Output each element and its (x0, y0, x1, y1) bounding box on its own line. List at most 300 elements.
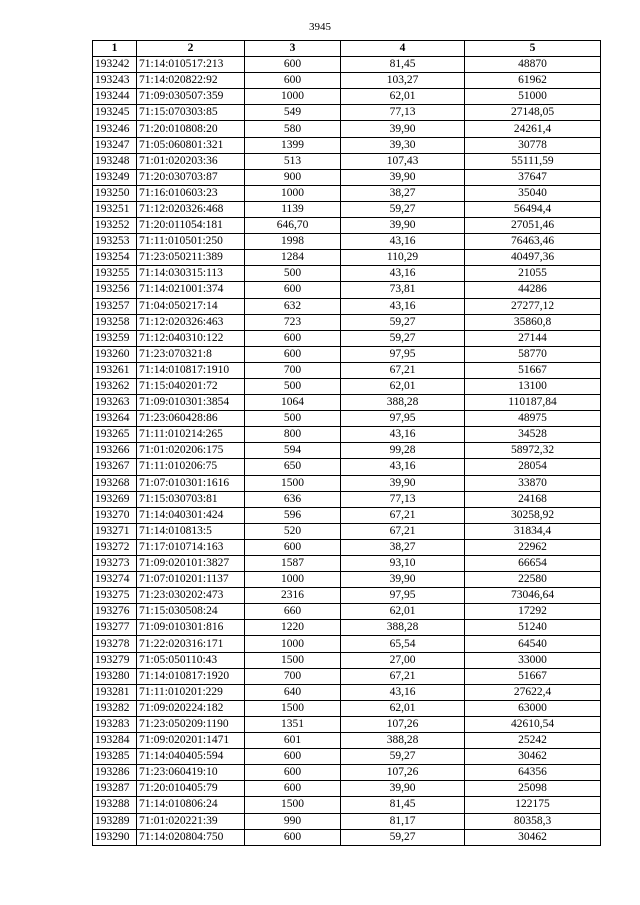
table-cell: 71:23:060419:10 (137, 765, 245, 781)
table-cell: 62,01 (341, 604, 465, 620)
table-cell: 71:20:010808:20 (137, 121, 245, 137)
table-cell: 30778 (465, 137, 601, 153)
table-cell: 723 (245, 314, 341, 330)
table-cell: 71:01:020221:39 (137, 813, 245, 829)
table-cell: 65,54 (341, 636, 465, 652)
table-cell: 71:23:050209:1190 (137, 716, 245, 732)
table-cell: 600 (245, 282, 341, 298)
table-cell: 2316 (245, 588, 341, 604)
table-cell: 76463,46 (465, 234, 601, 250)
table-cell: 500 (245, 378, 341, 394)
table-cell: 24261,4 (465, 121, 601, 137)
table-cell: 594 (245, 443, 341, 459)
table-cell: 39,30 (341, 137, 465, 153)
table-cell: 193245 (93, 105, 137, 121)
table-cell: 59,27 (341, 330, 465, 346)
table-row (93, 121, 601, 137)
table-cell: 640 (245, 684, 341, 700)
table-cell: 193281 (93, 684, 137, 700)
table-cell: 193248 (93, 153, 137, 169)
table-cell: 71:11:010501:250 (137, 234, 245, 250)
header-cell: 4 (341, 41, 465, 57)
table-cell: 388,28 (341, 395, 465, 411)
table-cell: 33870 (465, 475, 601, 491)
table-cell: 39,90 (341, 781, 465, 797)
table-cell: 31834,4 (465, 523, 601, 539)
table-cell: 97,95 (341, 411, 465, 427)
table-cell: 58770 (465, 346, 601, 362)
table-row (93, 73, 601, 89)
header-cell: 3 (245, 41, 341, 57)
table-row (93, 330, 601, 346)
table-cell: 71:20:010405:79 (137, 781, 245, 797)
table-cell: 193290 (93, 829, 137, 845)
page-number: 3945 (309, 21, 331, 33)
table-cell: 35040 (465, 185, 601, 201)
table-cell: 193251 (93, 201, 137, 217)
table-cell: 71:09:020224:182 (137, 700, 245, 716)
table-cell: 193254 (93, 250, 137, 266)
table-cell: 71:14:010813:5 (137, 523, 245, 539)
table-cell: 71:20:030703:87 (137, 169, 245, 185)
table-cell: 193277 (93, 620, 137, 636)
table-cell: 77,13 (341, 105, 465, 121)
table-cell: 30462 (465, 829, 601, 845)
table-cell: 24168 (465, 491, 601, 507)
table-cell: 43,16 (341, 266, 465, 282)
table-cell: 193250 (93, 185, 137, 201)
table-cell: 1351 (245, 716, 341, 732)
table-cell: 71:12:040310:122 (137, 330, 245, 346)
table-cell: 39,90 (341, 475, 465, 491)
table-row (93, 604, 601, 620)
table-cell: 1220 (245, 620, 341, 636)
table-row (93, 749, 601, 765)
header-cell: 2 (137, 41, 245, 57)
table-cell: 27622,4 (465, 684, 601, 700)
table-cell: 107,43 (341, 153, 465, 169)
table-cell: 56494,4 (465, 201, 601, 217)
table-cell: 25242 (465, 733, 601, 749)
table-cell: 27144 (465, 330, 601, 346)
table-cell: 35860,8 (465, 314, 601, 330)
table-cell: 193269 (93, 491, 137, 507)
table-row (93, 523, 601, 539)
table-cell: 40497,36 (465, 250, 601, 266)
table-row (93, 250, 601, 266)
table-row (93, 459, 601, 475)
table-header-row (93, 41, 601, 57)
table-cell: 1064 (245, 395, 341, 411)
table-cell: 193252 (93, 218, 137, 234)
table-row (93, 588, 601, 604)
table-cell: 71:07:010301:1616 (137, 475, 245, 491)
table-cell: 193256 (93, 282, 137, 298)
table-row (93, 282, 601, 298)
table-row (93, 57, 601, 73)
table-cell: 37647 (465, 169, 601, 185)
table-cell: 34528 (465, 427, 601, 443)
table-cell: 73,81 (341, 282, 465, 298)
table-cell: 71:14:010517:213 (137, 57, 245, 73)
table-row (93, 153, 601, 169)
table-cell: 110187,84 (465, 395, 601, 411)
table-row (93, 266, 601, 282)
table-cell: 27148,05 (465, 105, 601, 121)
table-cell: 71:23:060428:86 (137, 411, 245, 427)
table-cell: 500 (245, 411, 341, 427)
table-cell: 107,26 (341, 716, 465, 732)
table-row (93, 507, 601, 523)
table-cell: 632 (245, 298, 341, 314)
table-cell: 62,01 (341, 700, 465, 716)
table-cell: 71:11:010214:265 (137, 427, 245, 443)
table-cell: 71:12:020326:463 (137, 314, 245, 330)
table-cell: 193286 (93, 765, 137, 781)
table-cell: 520 (245, 523, 341, 539)
table-row (93, 572, 601, 588)
table-cell: 51240 (465, 620, 601, 636)
table-row (93, 620, 601, 636)
table-cell: 71:15:030703:81 (137, 491, 245, 507)
table-cell: 81,45 (341, 797, 465, 813)
table-cell: 59,27 (341, 201, 465, 217)
table-cell: 193271 (93, 523, 137, 539)
table-cell: 55111,59 (465, 153, 601, 169)
table-cell: 388,28 (341, 733, 465, 749)
table-cell: 62,01 (341, 89, 465, 105)
table-cell: 600 (245, 749, 341, 765)
table-row (93, 378, 601, 394)
table-row (93, 443, 601, 459)
table-cell: 39,90 (341, 218, 465, 234)
table-body (93, 57, 601, 846)
table-cell: 193270 (93, 507, 137, 523)
table-cell: 193243 (93, 73, 137, 89)
table-cell: 193253 (93, 234, 137, 250)
table-cell: 110,29 (341, 250, 465, 266)
table-cell: 193267 (93, 459, 137, 475)
table-cell: 1000 (245, 572, 341, 588)
table-cell: 71:16:010603:23 (137, 185, 245, 201)
table-row (93, 556, 601, 572)
table-cell: 71:09:010301:3854 (137, 395, 245, 411)
table-cell: 193263 (93, 395, 137, 411)
table-cell: 43,16 (341, 459, 465, 475)
table-cell: 43,16 (341, 427, 465, 443)
table-cell: 193288 (93, 797, 137, 813)
table-cell: 600 (245, 73, 341, 89)
table-cell: 71:23:070321:8 (137, 346, 245, 362)
table-cell: 193247 (93, 137, 137, 153)
table-cell: 71:23:050211:389 (137, 250, 245, 266)
table-cell: 22580 (465, 572, 601, 588)
table-cell: 1587 (245, 556, 341, 572)
table-row (93, 797, 601, 813)
table-row (93, 684, 601, 700)
table-cell: 388,28 (341, 620, 465, 636)
table-cell: 600 (245, 781, 341, 797)
table-cell: 39,90 (341, 572, 465, 588)
table-cell: 71:01:020206:175 (137, 443, 245, 459)
table-row (93, 137, 601, 153)
table-cell: 122175 (465, 797, 601, 813)
table-cell: 1000 (245, 636, 341, 652)
table-row (93, 314, 601, 330)
table-cell: 193246 (93, 121, 137, 137)
table-cell: 67,21 (341, 362, 465, 378)
table-cell: 99,28 (341, 443, 465, 459)
table-cell: 28054 (465, 459, 601, 475)
table-row (93, 781, 601, 797)
table-cell: 193272 (93, 539, 137, 555)
table-cell: 71:01:020203:36 (137, 153, 245, 169)
table-row (93, 700, 601, 716)
table-row (93, 411, 601, 427)
table-cell: 67,21 (341, 668, 465, 684)
table-cell: 71:09:020101:3827 (137, 556, 245, 572)
table-cell: 600 (245, 346, 341, 362)
table-cell: 71:14:010817:1910 (137, 362, 245, 378)
table-cell: 58972,32 (465, 443, 601, 459)
table-cell: 71:05:060801:321 (137, 137, 245, 153)
table-cell: 39,90 (341, 169, 465, 185)
table-cell: 71:09:020201:1471 (137, 733, 245, 749)
table-cell: 81,17 (341, 813, 465, 829)
table-cell: 1399 (245, 137, 341, 153)
table-cell: 44286 (465, 282, 601, 298)
table-cell: 193260 (93, 346, 137, 362)
table-cell: 59,27 (341, 749, 465, 765)
table-cell: 193262 (93, 378, 137, 394)
table-cell: 193275 (93, 588, 137, 604)
table-cell: 97,95 (341, 588, 465, 604)
table-cell: 67,21 (341, 523, 465, 539)
table-cell: 193284 (93, 733, 137, 749)
table-cell: 73046,64 (465, 588, 601, 604)
table-cell: 1000 (245, 185, 341, 201)
table-cell: 27277,12 (465, 298, 601, 314)
table-cell: 38,27 (341, 185, 465, 201)
table-cell: 193282 (93, 700, 137, 716)
table-row (93, 89, 601, 105)
table-cell: 193265 (93, 427, 137, 443)
table-cell: 33000 (465, 652, 601, 668)
table-row (93, 427, 601, 443)
table-cell: 51667 (465, 362, 601, 378)
table-cell: 193276 (93, 604, 137, 620)
table-row (93, 636, 601, 652)
table-cell: 42610,54 (465, 716, 601, 732)
table-cell: 97,95 (341, 346, 465, 362)
table-cell: 601 (245, 733, 341, 749)
table-cell: 51000 (465, 89, 601, 105)
table-cell: 22962 (465, 539, 601, 555)
table-cell: 63000 (465, 700, 601, 716)
table-cell: 71:22:020316:171 (137, 636, 245, 652)
table-cell: 600 (245, 57, 341, 73)
table-cell: 1500 (245, 652, 341, 668)
table-cell: 13100 (465, 378, 601, 394)
table-cell: 71:11:010206:75 (137, 459, 245, 475)
table-cell: 39,90 (341, 121, 465, 137)
table-cell: 500 (245, 266, 341, 282)
table-row (93, 395, 601, 411)
table-cell: 38,27 (341, 539, 465, 555)
table-cell: 51667 (465, 668, 601, 684)
table-cell: 71:14:010817:1920 (137, 668, 245, 684)
table-cell: 660 (245, 604, 341, 620)
table-row (93, 475, 601, 491)
table-row (93, 829, 601, 845)
header-cell: 1 (93, 41, 137, 57)
table-cell: 580 (245, 121, 341, 137)
table-cell: 71:11:010201:229 (137, 684, 245, 700)
table-cell: 27051,46 (465, 218, 601, 234)
table-cell: 71:20:011054:181 (137, 218, 245, 234)
table-cell: 30462 (465, 749, 601, 765)
table-cell: 61962 (465, 73, 601, 89)
data-table (92, 40, 601, 846)
table-cell: 27,00 (341, 652, 465, 668)
table-cell: 600 (245, 829, 341, 845)
table-cell: 71:05:050110:43 (137, 652, 245, 668)
table-cell: 93,10 (341, 556, 465, 572)
table-cell: 193249 (93, 169, 137, 185)
table-cell: 21055 (465, 266, 601, 282)
table-row (93, 668, 601, 684)
table-cell: 81,45 (341, 57, 465, 73)
header-cell: 5 (465, 41, 601, 57)
table-row (93, 765, 601, 781)
table-cell: 59,27 (341, 829, 465, 845)
table-row (93, 652, 601, 668)
table-cell: 80358,3 (465, 813, 601, 829)
table-cell: 193259 (93, 330, 137, 346)
table-cell: 17292 (465, 604, 601, 620)
table-cell: 193244 (93, 89, 137, 105)
table-row (93, 105, 601, 121)
table-cell: 596 (245, 507, 341, 523)
table-cell: 62,01 (341, 378, 465, 394)
table-cell: 71:17:010714:163 (137, 539, 245, 555)
table-cell: 1500 (245, 475, 341, 491)
table-cell: 43,16 (341, 298, 465, 314)
table-cell: 646,70 (245, 218, 341, 234)
table-row (93, 716, 601, 732)
table-cell: 193258 (93, 314, 137, 330)
table-cell: 71:14:010806:24 (137, 797, 245, 813)
table-cell: 30258,92 (465, 507, 601, 523)
table-row (93, 298, 601, 314)
table-cell: 43,16 (341, 234, 465, 250)
table-cell: 64540 (465, 636, 601, 652)
table-cell: 71:15:030508:24 (137, 604, 245, 620)
table-cell: 71:15:040201:72 (137, 378, 245, 394)
table-cell: 193289 (93, 813, 137, 829)
table-cell: 193274 (93, 572, 137, 588)
table-row (93, 539, 601, 555)
table-cell: 193278 (93, 636, 137, 652)
table-cell: 25098 (465, 781, 601, 797)
table-cell: 700 (245, 362, 341, 378)
table-cell: 193264 (93, 411, 137, 427)
table-cell: 800 (245, 427, 341, 443)
table-cell: 66654 (465, 556, 601, 572)
table-cell: 193273 (93, 556, 137, 572)
table-cell: 48975 (465, 411, 601, 427)
table-cell: 193279 (93, 652, 137, 668)
table-cell: 193268 (93, 475, 137, 491)
table-cell: 193257 (93, 298, 137, 314)
table-cell: 71:14:020822:92 (137, 73, 245, 89)
table-cell: 700 (245, 668, 341, 684)
table-row (93, 491, 601, 507)
table-cell: 77,13 (341, 491, 465, 507)
table-cell: 193266 (93, 443, 137, 459)
table-cell: 1500 (245, 797, 341, 813)
table-row (93, 234, 601, 250)
table-row (93, 362, 601, 378)
table-cell: 71:04:050217:14 (137, 298, 245, 314)
table-cell: 48870 (465, 57, 601, 73)
table-row (93, 218, 601, 234)
table-row (93, 733, 601, 749)
table-cell: 71:14:021001:374 (137, 282, 245, 298)
table-cell: 1998 (245, 234, 341, 250)
table-cell: 600 (245, 330, 341, 346)
table-cell: 193261 (93, 362, 137, 378)
table-cell: 43,16 (341, 684, 465, 700)
table-row (93, 201, 601, 217)
table-cell: 71:15:070303:85 (137, 105, 245, 121)
table-cell: 67,21 (341, 507, 465, 523)
table-cell: 193287 (93, 781, 137, 797)
table-cell: 71:23:030202:473 (137, 588, 245, 604)
table-cell: 71:14:030315:113 (137, 266, 245, 282)
table-cell: 193280 (93, 668, 137, 684)
table-cell: 600 (245, 765, 341, 781)
table-cell: 71:14:040301:424 (137, 507, 245, 523)
table-cell: 650 (245, 459, 341, 475)
table-cell: 1139 (245, 201, 341, 217)
table-cell: 1500 (245, 700, 341, 716)
table-cell: 990 (245, 813, 341, 829)
table-cell: 193255 (93, 266, 137, 282)
table-cell: 600 (245, 539, 341, 555)
table-cell: 193283 (93, 716, 137, 732)
table-cell: 107,26 (341, 765, 465, 781)
table-row (93, 185, 601, 201)
table-cell: 64356 (465, 765, 601, 781)
table-cell: 103,27 (341, 73, 465, 89)
table-cell: 193285 (93, 749, 137, 765)
table-cell: 71:12:020326:468 (137, 201, 245, 217)
table-row (93, 346, 601, 362)
table-cell: 549 (245, 105, 341, 121)
table-row (93, 169, 601, 185)
table-cell: 513 (245, 153, 341, 169)
table-cell: 636 (245, 491, 341, 507)
table-cell: 59,27 (341, 314, 465, 330)
table-cell: 1000 (245, 89, 341, 105)
table-cell: 71:07:010201:1137 (137, 572, 245, 588)
table-cell: 71:14:020804:750 (137, 829, 245, 845)
table-cell: 71:09:010301:816 (137, 620, 245, 636)
table-cell: 193242 (93, 57, 137, 73)
table-cell: 71:14:040405:594 (137, 749, 245, 765)
table-cell: 1284 (245, 250, 341, 266)
